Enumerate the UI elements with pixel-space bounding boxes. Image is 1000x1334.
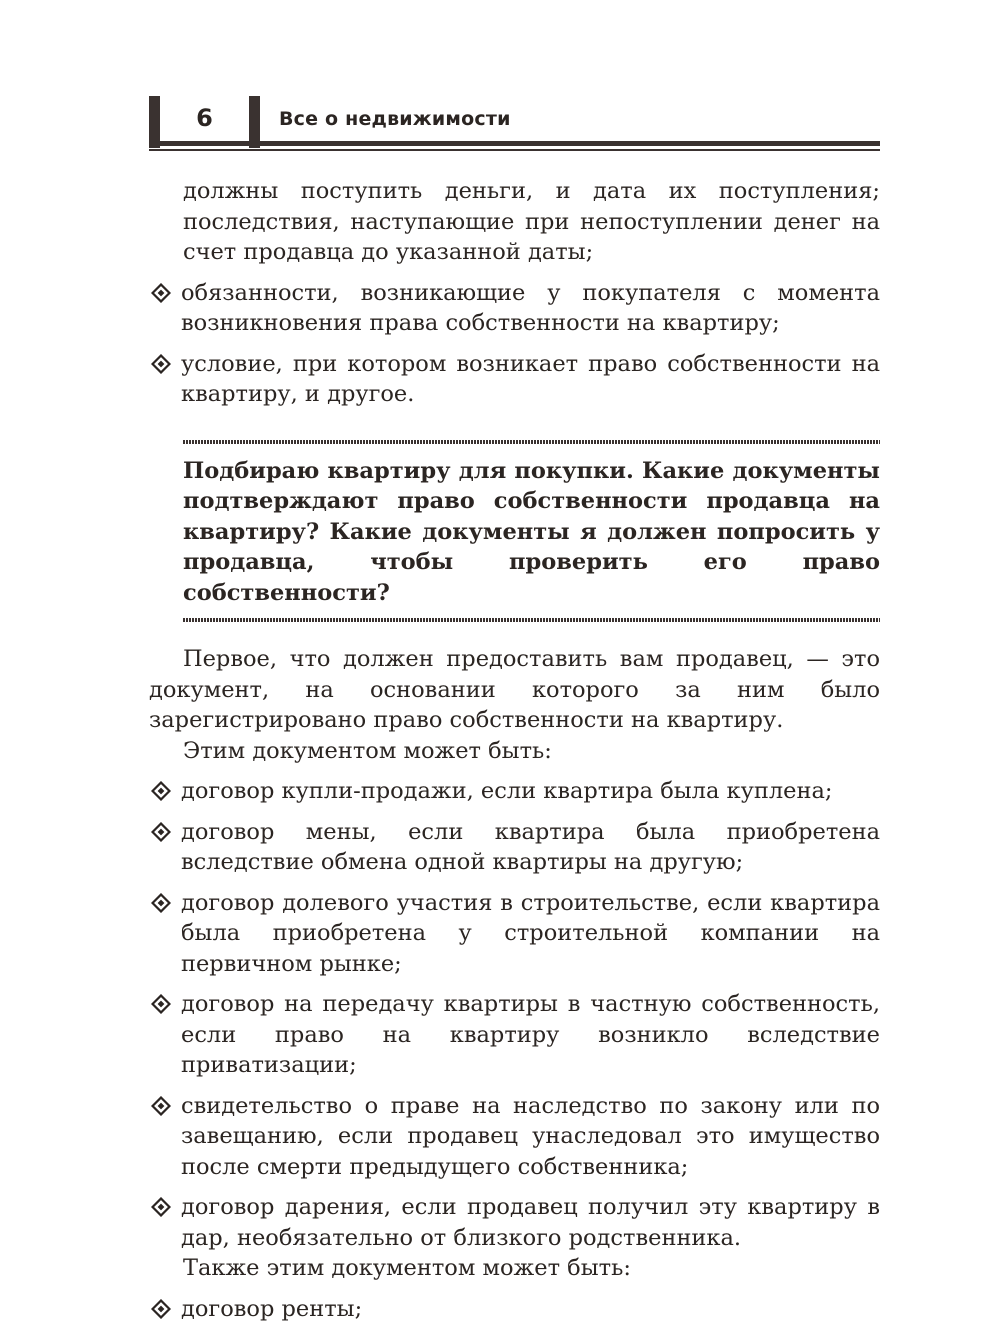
diamond-bullet-icon — [151, 1096, 171, 1116]
diamond-bullet-icon — [151, 893, 171, 913]
list-item — [149, 349, 880, 410]
list-item — [149, 1091, 880, 1183]
answer-lead: Этим документом может быть: — [183, 737, 552, 764]
also-list — [149, 1294, 880, 1325]
list-item — [149, 888, 880, 980]
diamond-bullet-icon — [151, 781, 171, 801]
diamond-bullet-icon — [151, 1299, 171, 1319]
list-item-text: условие, при котором возникает право собственности на квартиру, и другое. — [181, 350, 880, 407]
diamond-bullet-icon — [151, 822, 171, 842]
list-item-text: договор купли-продажи, если квартира была куплена; — [181, 778, 833, 804]
list-item-text: договор дарения, если продавец получил эту квартиру в дар, необязательно от близкого родственника. — [181, 1194, 880, 1251]
page-number: 6 — [196, 104, 213, 132]
text-column — [149, 176, 880, 1324]
list-item-text: обязанности, возникающие у покупателя с момента возникновения права собственности на квартиру; — [181, 279, 880, 336]
diamond-bullet-icon — [151, 354, 171, 374]
answer-paragraph: Первое, что должен предоставить вам продавец, — это документ, на основании которого за ним было зарегистрировано право собственности на квартиру. — [149, 646, 880, 733]
header-rule — [149, 141, 880, 146]
list-item — [149, 776, 880, 807]
question-block — [183, 440, 880, 623]
list-item-text: договор ренты; — [181, 1295, 363, 1322]
list-item-text: договор на передачу квартиры в частную собственность, если право на квартиру возникло вследствие приватизации; — [181, 991, 880, 1078]
list-item-text: договор мены, если квартира была приобретена вследствие обмена одной квартиры на другую; — [181, 818, 880, 875]
list-item — [149, 817, 880, 878]
also-lead: Также этим документом может быть: — [183, 1255, 631, 1281]
question-rule-top — [183, 440, 880, 444]
reader-question: Подбираю квартиру для покупки. Какие документы подтверждают право собственности продавца на квартиру? Какие документы я должен попросить у продавца, чтобы проверить его право собственности? — [183, 457, 880, 606]
question-rule-bottom — [183, 618, 880, 622]
list-item-text: договор долевого участия в строительстве, если квартира была приобретена у строительной компании на первичном рынке; — [181, 889, 880, 977]
diamond-bullet-icon — [151, 1197, 171, 1217]
list-item — [149, 1294, 880, 1325]
list-item — [149, 989, 880, 1081]
continuation-paragraph: должны поступить деньги, и дата их поступления; последствия, наступающие при непоступлении денег на счет продавца до указанной даты; — [183, 178, 880, 265]
running-title: Все о недвижимости — [279, 108, 511, 130]
list-item-text: свидетельство о праве на наследство по закону или по завещанию, если продавец унаследовал это имущество после смерти предыдущего собственника; — [181, 1092, 880, 1180]
diamond-bullet-icon — [151, 283, 171, 303]
diamond-bullet-icon — [151, 994, 171, 1014]
conditions-list — [149, 278, 880, 410]
list-item — [149, 278, 880, 339]
list-item — [149, 1192, 880, 1253]
header-rule-thin — [149, 149, 880, 151]
documents-list — [149, 776, 880, 1253]
